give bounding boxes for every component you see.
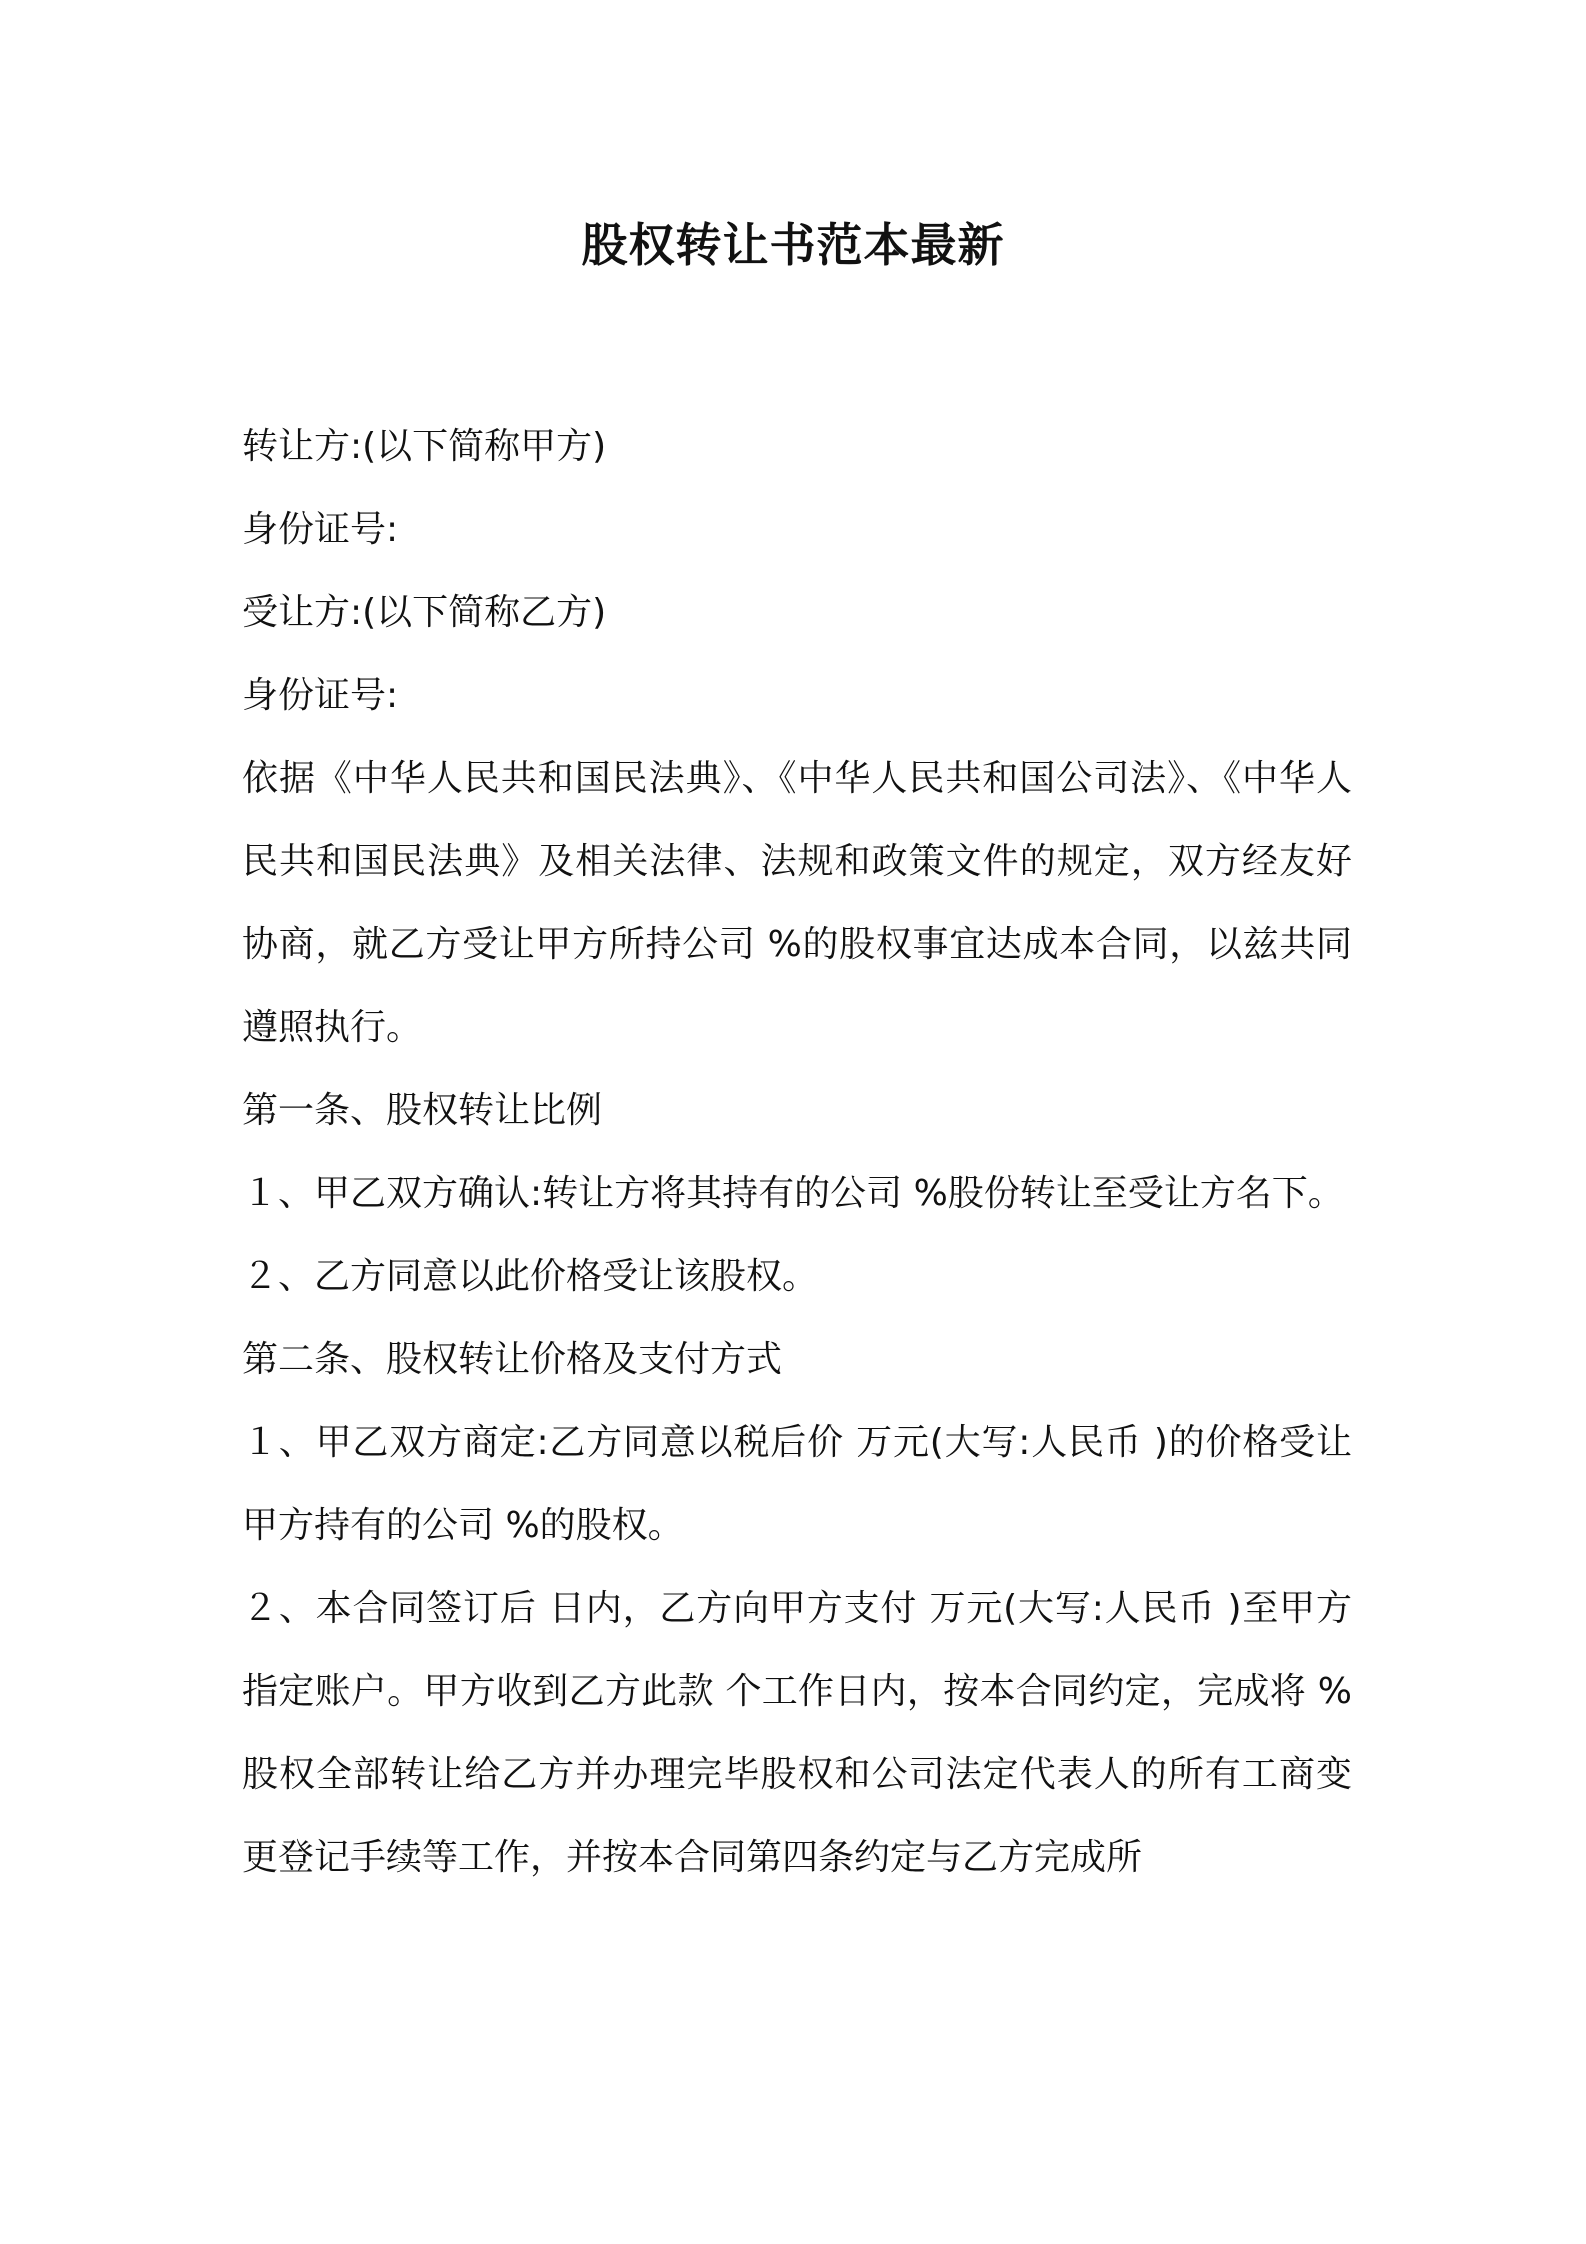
transferee-id-line: 身份证号:	[242, 675, 399, 716]
article-1-clause-2: ２、乙方同意以此价格受让该股权。	[242, 1256, 819, 1297]
preamble-paragraph: 依据《中华人民共和国民法典》、《中华人民共和国公司法》、《中华人民共和国民法典》及相关法律、法规和政策文件的规定，双方经友好协商，就乙方受让甲方所持公司 %的股权事宜达成本合同，以兹共同遵照执行。	[242, 758, 1352, 1048]
article-1-heading: 第一条、股权转让比例	[242, 1090, 603, 1131]
transferor-id-line: 身份证号:	[242, 509, 399, 550]
transferee-line: 受让方:(以下简称乙方)	[242, 592, 607, 633]
article-2-clause-2: ２、本合同签订后 日内，乙方向甲方支付 万元(大写:人民币 )至甲方指定账户。甲方收到乙方此款 个工作日内，按本合同约定，完成将 %股权全部转让给乙方并办理完毕股权和公司法定代表人的所有工商变更登记手续等工作，并按本合同第四条约定与乙方完成所	[242, 1588, 1352, 1878]
transferor-line: 转让方:(以下简称甲方)	[242, 426, 607, 467]
article-2-clause-1: １、甲乙双方商定:乙方同意以税后价 万元(大写:人民币 )的价格受让甲方持有的公司 %的股权。	[242, 1422, 1352, 1546]
document-title: 股权转让书范本最新	[581, 218, 1005, 272]
article-2-heading: 第二条、股权转让价格及支付方式	[242, 1339, 783, 1380]
document-body	[242, 405, 1352, 1899]
article-1-clause-1: １、甲乙双方确认:转让方将其持有的公司 %股份转让至受让方名下。	[242, 1173, 1344, 1214]
